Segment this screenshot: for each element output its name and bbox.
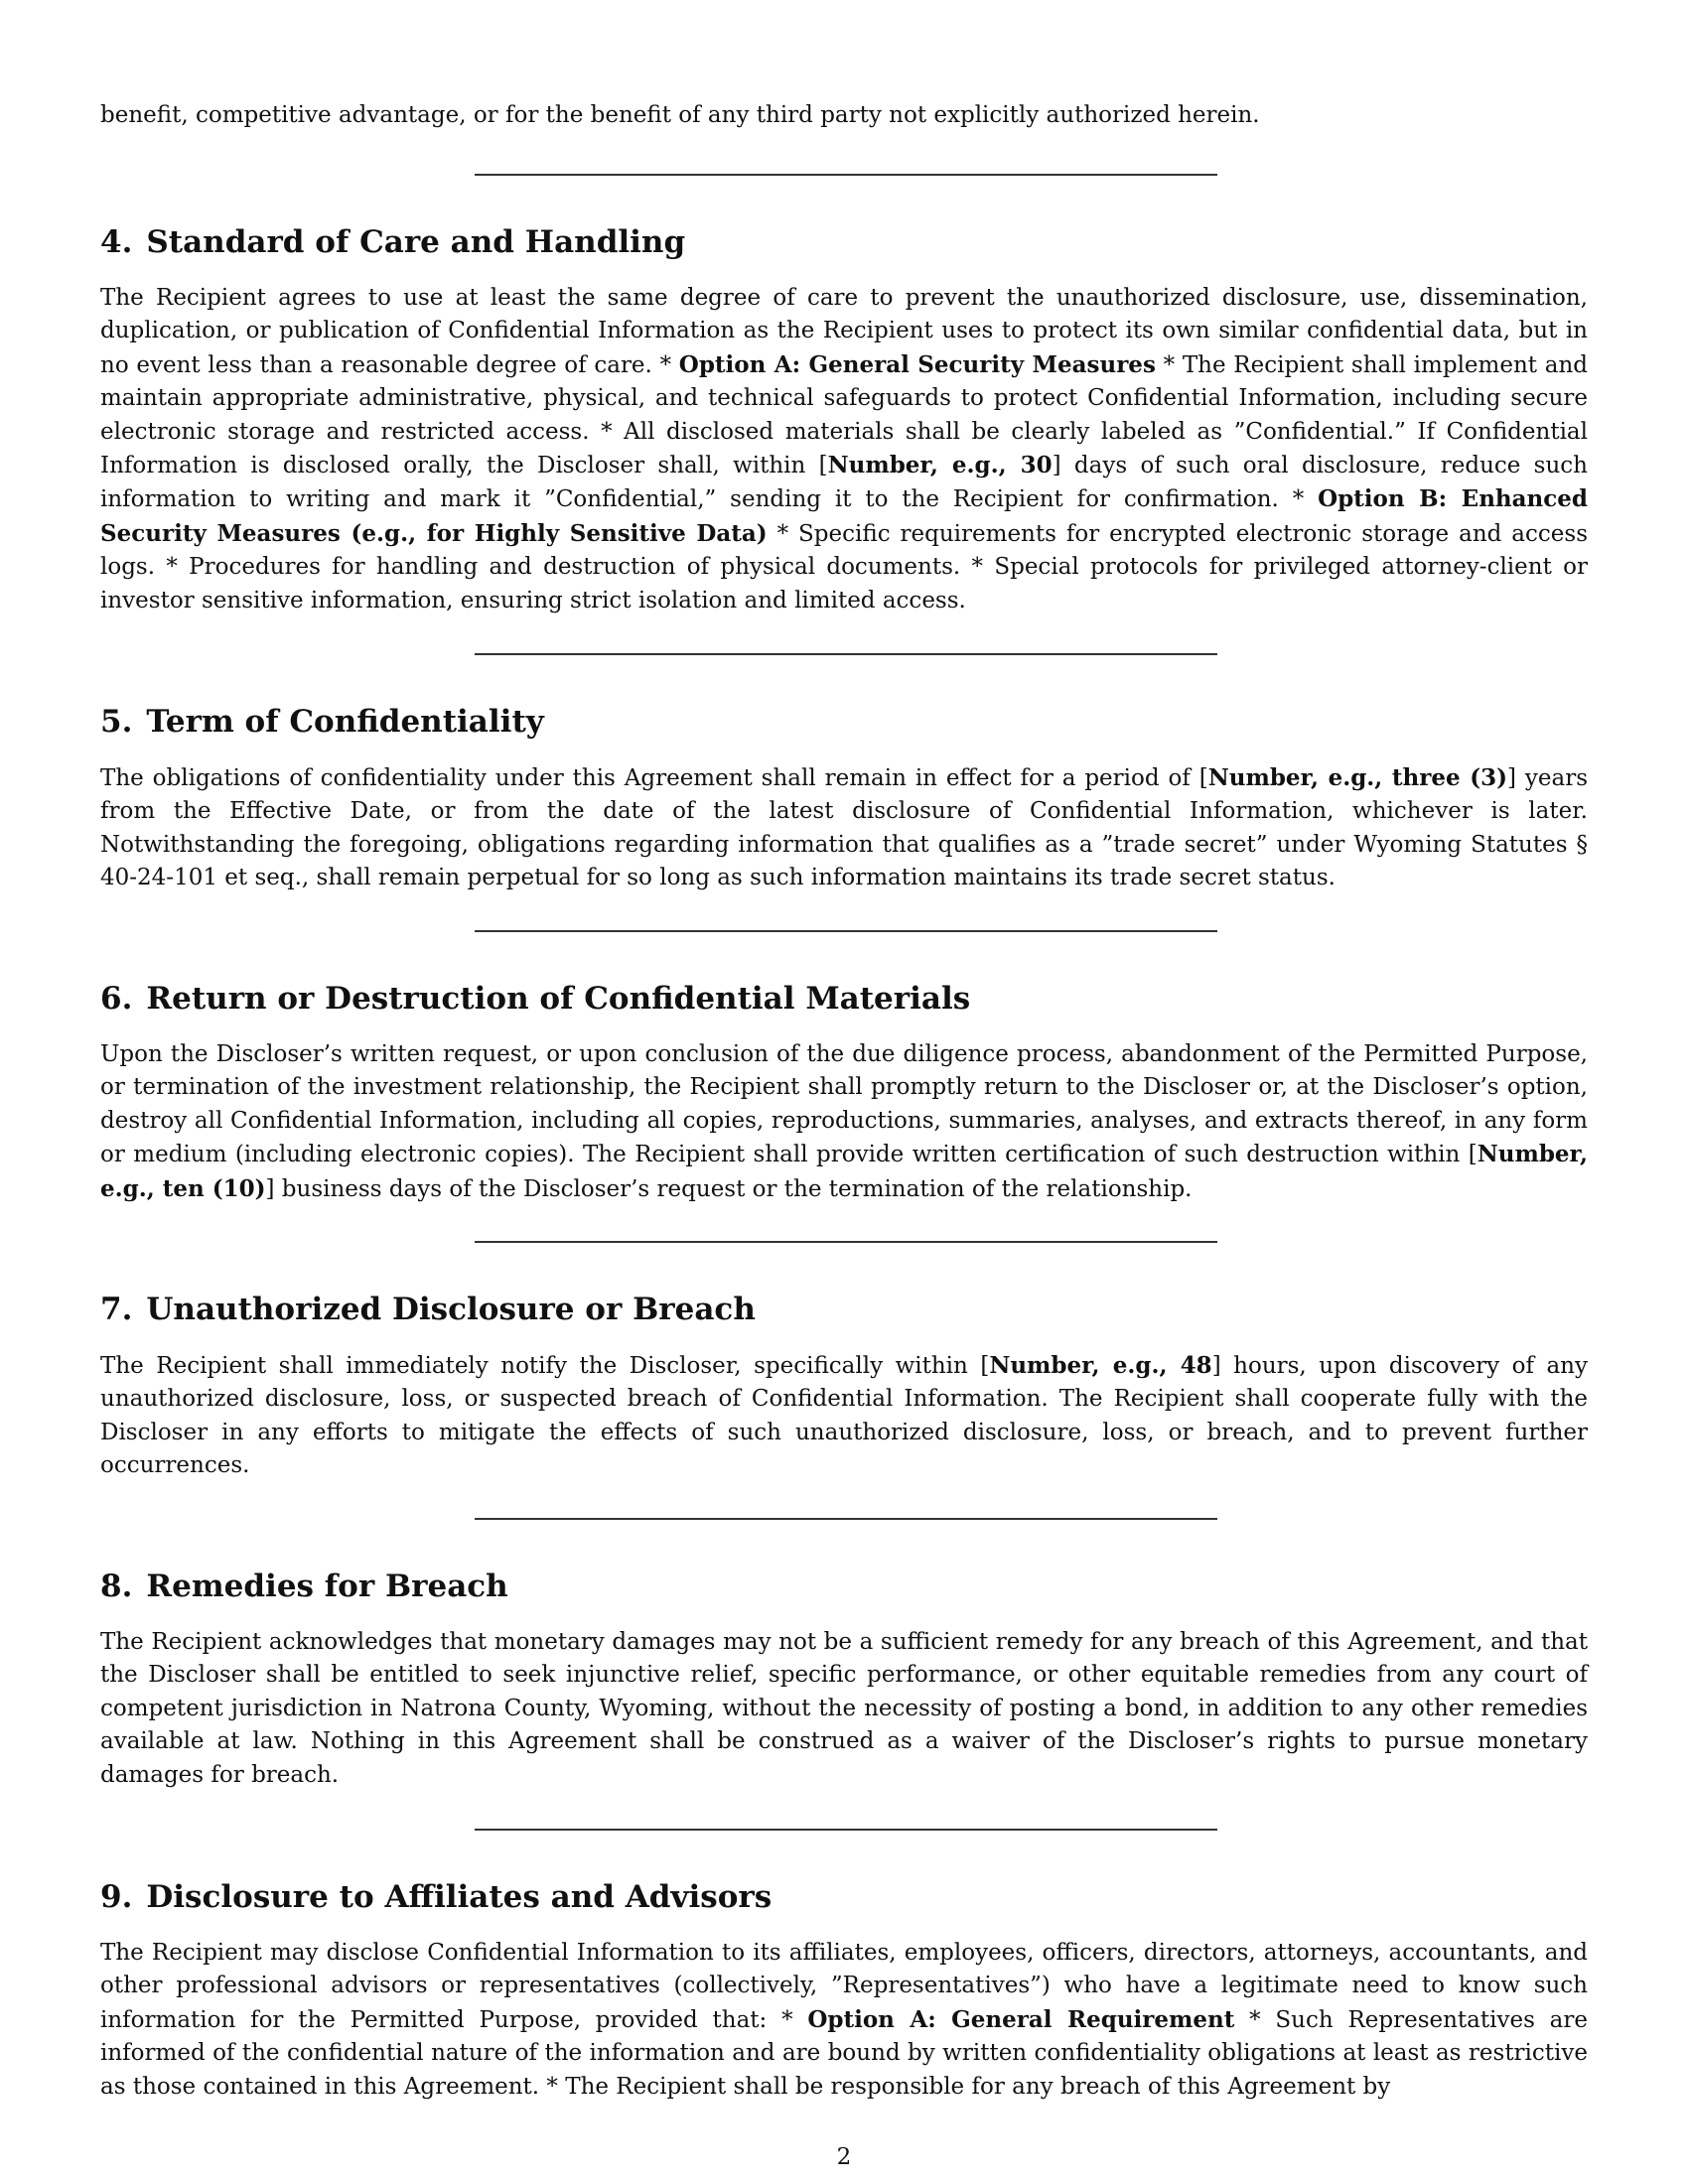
section-number: 8.: [100, 1569, 133, 1604]
bold-text-run: Number, e.g., three (3): [1207, 764, 1508, 791]
section-number: 7.: [100, 1292, 133, 1327]
section-divider: [475, 1241, 1217, 1243]
text-run: * Specific requirements for encrypted electronic storage and access logs. * Procedures for handling and destruction of physical documents. * Special protocols for privileged attorney-client or investor sensitive information, ensuring strict isolation and limited access.: [100, 520, 1588, 614]
text-run: ] business days of the Discloser’s request or the termination of the relationship.: [265, 1175, 1193, 1202]
section-divider: [475, 930, 1217, 932]
section-title: Term of Confidentiality: [146, 704, 544, 740]
text-run: The obligations of confidentiality under this Agreement shall remain in effect for a period of [: [100, 765, 1208, 791]
section-title: Disclosure to Affiliates and Advisors: [146, 1879, 773, 1915]
section-8-heading: [100, 1567, 508, 1606]
section-5-heading: [100, 702, 544, 742]
section-title: Standard of Care and Handling: [146, 224, 686, 260]
text-run: * The Recipient shall implement and maintain appropriate administrative, physical, and technical safeguards to protect Confidential Information, including secure electronic storage and restricted access. * All disclosed materials shall be clearly labeled as ”Confidential.” If Confidential Information is disclosed orally, the Discloser shall, within [: [100, 351, 1588, 479]
section-divider: [475, 653, 1217, 655]
text-run: ] days of such oral disclosure, reduce such information to writing and mark it ”Confidential,” sending it to the Recipient for confirmation. *: [100, 453, 1588, 513]
section-9-body: [100, 1937, 1588, 2104]
text-run: Upon the Discloser’s written request, or upon conclusion of the due diligence process, abandonment of the Permitted Purpose, or termination of the investment relationship, the Recipient shall promptly return to the Discloser or, at the Discloser’s option, destroy all Confidential Information, including all copies, reproductions, summaries, analyses, and extracts thereof, in any form or medium (including electronic copies). The Recipient shall provide written certification of such destruction within [: [100, 1041, 1588, 1168]
bold-text-run: Option B: Enhanced Security Measures (e.g., for Highly Sensitive Data): [100, 485, 1588, 547]
section-title: Return or Destruction of Confidential Materials: [146, 981, 971, 1017]
text-run: The Recipient agrees to use at least the same degree of care to prevent the unauthorized disclosure, use, dissemination, duplication, or publication of Confidential Information as the Recipient uses to protect its own similar confidential data, but in no event less than a reasonable degree of care. *: [100, 285, 1588, 378]
section-6-heading: [100, 979, 970, 1019]
section-divider: [475, 1829, 1217, 1831]
section-5-body: [100, 761, 1588, 895]
section-9-heading: [100, 1877, 772, 1917]
section-6-body: [100, 1038, 1588, 1206]
text-run: The Recipient acknowledges that monetary damages may not be a sufficient remedy for any breach of this Agreement, and that the Discloser shall be entitled to seek injunctive relief, specific performance, or other equitable remedies from any court of competent jurisdiction in Natrona County, Wyoming, without the necessity of posting a bond, in addition to any other remedies available at law. Nothing in this Agreement shall be construed as a waiver of the Discloser’s rights to pursue monetary damages for breach.: [100, 1629, 1588, 1788]
section-number: 6.: [100, 981, 133, 1017]
section-4-body: [100, 282, 1588, 617]
bold-text-run: Number, e.g., 30: [827, 452, 1053, 479]
text-run: The Recipient shall immediately notify the Discloser, specifically within [: [100, 1353, 990, 1379]
section-7-body: [100, 1349, 1588, 1483]
section-number: 9.: [100, 1879, 133, 1915]
section-divider: [475, 1518, 1217, 1520]
section-number: 4.: [100, 224, 133, 260]
bold-text-run: Option A: General Requirement: [807, 2005, 1235, 2033]
text-run: ] years from the Effective Date, or from the date of the latest disclosure of Confidential Information, whichever is later. Notwithstanding the foregoing, obligations regarding information that qualifies as a ”trade secret” under Wyoming Statutes § 40-24-101 et seq., shall remain perpetual for so long as such information maintains its trade secret status.: [100, 765, 1589, 891]
section-title: Unauthorized Disclosure or Breach: [146, 1292, 756, 1327]
section-divider: [475, 174, 1217, 176]
section-title: Remedies for Breach: [146, 1569, 508, 1604]
page-number: 2: [836, 2144, 852, 2170]
section-8-body: [100, 1626, 1588, 1792]
section-number: 5.: [100, 704, 133, 740]
bold-text-run: Number, e.g., 48: [989, 1352, 1212, 1379]
text-run: * Such Representatives are informed of the confidential nature of the information and are bound by written confidentiality obligations at least as restrictive as those contained in this Agreement. * The Recipient shall be responsible for any breach of this Agreement by: [100, 2006, 1588, 2100]
intro-tail-paragraph: benefit, competitive advantage, or for the benefit of any third party not explicitly authorized herein.: [100, 102, 1260, 128]
bold-text-run: Number, e.g., ten (10): [100, 1141, 1588, 1202]
bold-text-run: Option A: General Security Measures: [678, 350, 1156, 378]
section-4-heading: [100, 222, 685, 262]
text-run: The Recipient may disclose Confidential Information to its affiliates, employees, officers, directors, attorneys, accountants, and other professional advisors or representatives (collectively, ”Representatives”) who have a legitimate need to know such information for the Permitted Purpose, provided that: *: [100, 1940, 1588, 2033]
section-7-heading: [100, 1290, 756, 1329]
text-run: ] hours, upon discovery of any unauthorized disclosure, loss, or suspected breach of Confidential Information. The Recipient shall cooperate fully with the Discloser in any efforts to mitigate the effects of such unauthorized disclosure, loss, or breach, and to prevent further occurrences.: [100, 1353, 1588, 1479]
